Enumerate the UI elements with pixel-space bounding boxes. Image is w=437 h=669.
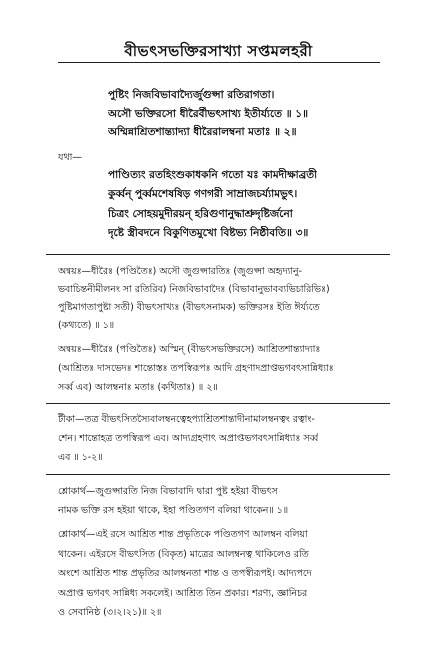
- example-verse-line: কুর্ব্বন্ পুর্ব্বমশেষষিড় গণগরী সাম্রাজচর্য্যামভুৎ।: [108, 188, 298, 200]
- chapter-title: বীভৎসভক্তিরসাখ্যা সপ্তমলহরী: [124, 42, 313, 60]
- example-verse-line: চিত্রং সোহয়মুদীরয়ন্ হরিগুণানুদ্ধাশ্রুদৃষ্টির্জনো: [108, 208, 293, 220]
- anvaya-line: অন্বয়ঃ—ধীরৈঃ (পণ্ডিতৈঃ) অসৌ জুগুপ্সারতিঃ (জুগুপ্সা অহৃদ্যানু-: [58, 266, 303, 277]
- example-verse-line: পাণ্ডিত্যং রতহিংশুকাধকনি গতো যঃ কামদীক্ষাব্রতী: [108, 169, 318, 181]
- sloka-artha-line: শ্লোকার্থ—এই রসে আশ্রিত শান্ত প্রভৃতিকে পণ্ডিতগণ আলম্বন বলিয়া: [58, 529, 308, 540]
- section-divider: [46, 403, 390, 404]
- tika-line: শেন। শান্তোহত্র তপস্বিরূপ এব। আদ্যগ্রহণাৎ অপ্রাপ্তভগবৎসান্নিধ্যাঃ সর্ব্ব: [58, 433, 319, 444]
- section-divider: [46, 254, 390, 255]
- sloka-artha-line: নামক ভক্তি রস হইয়া থাকে, ইহা পণ্ডিতগণ বলিয়া থাকেন॥ ১॥: [58, 505, 289, 516]
- sloka-artha-line: ও সেবানিষ্ঠ (৩।২।২১)॥ ২॥: [58, 607, 162, 618]
- anvaya-line: সর্ব্ব এব) আলম্বনাঃ মতাঃ (কথিতাঃ) ॥ ২॥: [58, 382, 218, 393]
- section-divider: [46, 474, 390, 475]
- sloka-artha-line: অংশে আশ্রিত শান্ত প্রভৃতির আলম্বনতা শান্ত ও তপস্বীরূপই। আদ্যপদে: [58, 568, 312, 579]
- sutra-line: অম্মিন্নাশ্রিতশান্ত্যাদ্যা ধীরৈরালম্বনা মতাঃ ॥ ২॥: [108, 126, 297, 138]
- anvaya-line: অন্বয়ঃ—ধীরৈঃ (পণ্ডিতৈঃ) অস্মিন্ (বীভৎসভক্তিরসে) আশ্রিতশান্ত্যাদ্যাঃ: [58, 344, 321, 355]
- tika-line: এব ॥ ১-২॥: [58, 452, 103, 463]
- example-verse-line: দৃষ্টে স্ত্রীবদনে বিকুণিতমুখো বিষ্টভ্য নিষ্ঠীবতি॥ ৩॥: [108, 227, 309, 239]
- sloka-artha-line: থাকেন। এইরসে বীভৎসিত (বিকৃত) মাত্রের আলম্বনত্ব থাকিলেও রতি: [58, 549, 309, 560]
- anvaya-line: (আশ্রিতঃ দাসভেদঃ শান্তোস্তঃ তপস্বিরূপঃ আদি গ্রহণাদপ্রাপ্তভগবৎসান্নিধ্যাঃ: [58, 363, 334, 374]
- sutra-line: অসৌ ভক্তিরসো ধীরৈর্বীভৎসাখ্য ইতীর্য্যতে ॥ ১॥: [108, 108, 309, 120]
- anvaya-line: (কথ্যতে) ॥ ১॥: [58, 320, 115, 331]
- anvaya-line: পুষ্টিমাগতাপুষ্টা সতী) বীভৎসাখ্যঃ (বীভৎসনামক) ভক্তিরসঃ ইতি ঈর্য্যতে: [58, 302, 320, 313]
- example-label: যথা—: [58, 152, 82, 163]
- sloka-artha-line: অপ্রাপ্ত ভগবৎ সান্নিধ্য সকলেই। আশ্রিত তিন প্রকার। শরণ্য, জ্ঞানিচর: [58, 588, 308, 599]
- title-underline: [58, 62, 380, 63]
- sloka-artha-line: শ্লোকার্থ—জুগুপ্সারতি নিজ বিভাবাদি দ্বারা পুষ্ট হইয়া বীভৎস: [58, 486, 278, 497]
- sutra-line: পুষ্টিং নিজবিভাবাদ্যৈর্জুগুপ্সা রতিরাগতা।: [108, 89, 275, 101]
- tika-line: টীকা—তত্র বীভৎসিতস্যৈবালম্বনত্বেহপ্যাশ্রিতশান্তাদীনামালম্বনত্বং রত্বাং-: [58, 414, 315, 425]
- anvaya-line: ভবাচিন্তনীমীলনং সা রতিরিব) নিজবিভাবাদৈঃ (বিভাবানুভাবব্যভিচারিভিঃ): [58, 284, 330, 295]
